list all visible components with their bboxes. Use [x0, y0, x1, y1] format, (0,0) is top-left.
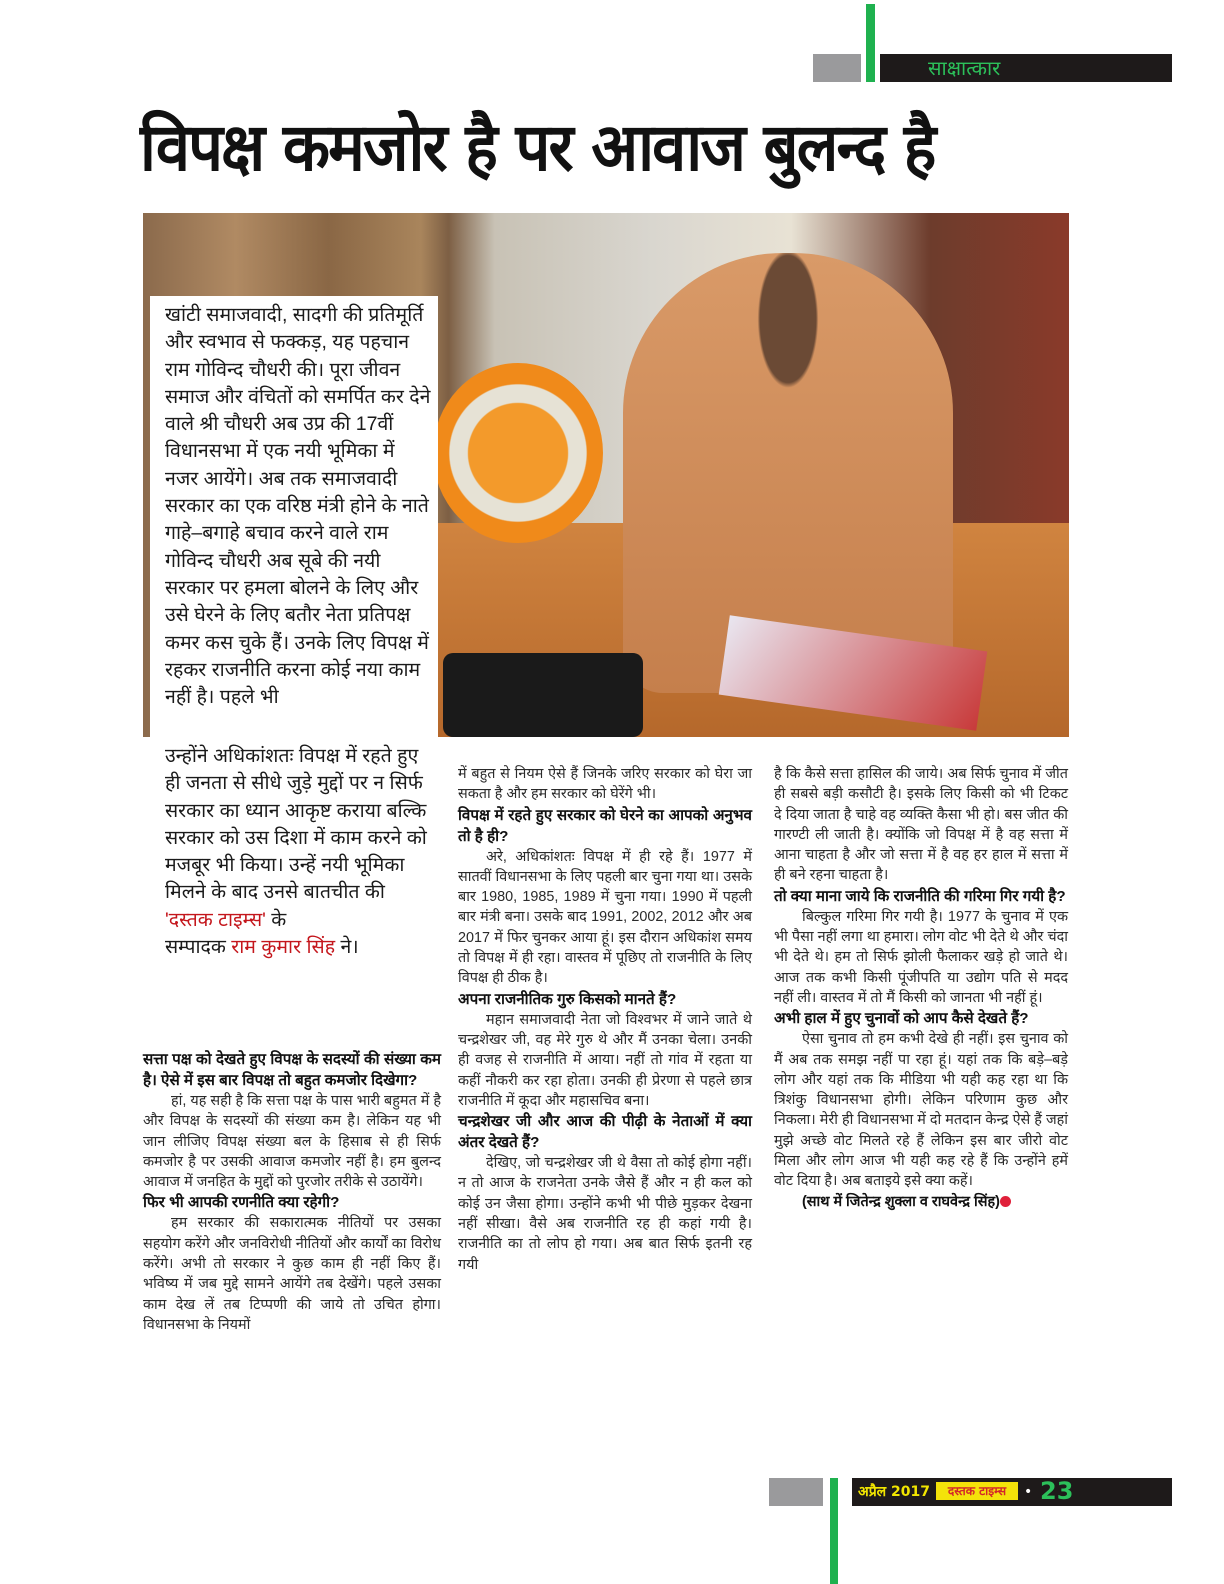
question: विपक्ष में रहते हुए सरकार को घेरने का आपको अनुभव तो है ही? [458, 806, 752, 845]
intro-ke: के [265, 908, 287, 931]
question: फिर भी आपकी रणनीति क्या रहेगी? [143, 1194, 340, 1212]
section-header [880, 54, 1172, 82]
answer-paragraph: है कि कैसे सत्ता हासिल की जाये। अब सिर्फ चुनाव में जीत ही सबसे बड़ी कसौटी है। इसके लिए किसी को भी टिकट दे दिया जाता है चाहे वह व्यक्ति कैसा भी हो। बस जीत की गारण्टी ली जाती है। क्योंकि जो विपक्ष में है वह सत्ता में आना चाहता है और जो सत्ता में है वह हर हाल में सत्ता में ही बने रहना चाहता है। [774, 766, 1068, 884]
answer-paragraph: महान समाजवादी नेता जो विश्वभर में जाने जाते थे चन्द्रशेखर जी, वह मेरे गुरु थे और मैं उनका चेला। उनकी ही वजह से राजनीति में आया। नहीं तो गांव में रहता या कहीं नौकरी कर रहा होता। उनकी ही प्रेरणा से पहले छात्र राजनीति में कूदा और महासचिव बना। [458, 1011, 752, 1109]
intro-text: खांटी समाजवादी, सादगी की प्रतिमूर्ति और स्वभाव से फक्कड़, यह पहचान राम गोविन्द चौधरी की। पूरा जीवन समाज और वंचितों को समर्पित कर देने वाले श्री चौधरी अब उप्र की 17वीं विधानसभा में एक नयी भूमिका में नजर आयेंगे। अब तक समाजवादी सरकार का एक वरिष्ठ मंत्री होने के नाते गाहे–बगाहे बचाव करने वाले राम गोविन्द चौधरी अब सूबे की नयी सरकार पर हमला बोलने के लिए और उसे घेरने के लिए बतौर नेता प्रतिपक्ष कमर कस चुके हैं। उनके लिए विपक्ष में रहकर राजनीति करना कोई नया काम नहीं है। पहले भी [165, 304, 431, 709]
answer-paragraph: हां, यह सही है कि सत्ता पक्ष के पास भारी बहुमत में है और विपक्ष के सदस्यों की संख्या कम है। लेकिन यह भी जान लीजिए विपक्ष संख्या बल के हिसाब से ही सिर्फ कमजोर है पर उसकी आवाज कमजोर नहीं है। हम बुलन्द आवाज में जनहित के मुद्दों को पुरजोर तरीके से उठायेंगे। [143, 1093, 441, 1191]
article-title: विपक्ष कमजोर है पर आवाज बुलन्द है [140, 109, 935, 186]
column-3 [774, 764, 1068, 1212]
column-2 [458, 764, 752, 1275]
answer-paragraph: बिल्कुल गरिमा गिर गयी है। 1977 के चुनाव में एक भी पैसा नहीं लगा था हमारा। लोग वोट भी देते थे और चंदा भी देते थे। हम तो सिर्फ झोली फैलाकर खड़े हो जाते थे। आज तक कभी किसी पूंजीपति या उद्योग पति से मदद नहीं ली। वास्तव में तो मैं किसी को जानता भी नहीं हूं। [774, 908, 1068, 1006]
page-number: 23 [1040, 1477, 1074, 1505]
question: तो क्या माना जाये कि राजनीति की गरिमा गिर गयी है? [774, 887, 1066, 905]
end-dot-icon [1000, 1196, 1011, 1207]
magazine-name: 'दस्तक टाइम्स' [165, 908, 266, 931]
credit-line [774, 1192, 1068, 1212]
answer-paragraph: देखिए, जो चन्द्रशेखर जी थे वैसा तो कोई होगा नहीं। न तो आज के राजनेता उनके जैसे हैं और न ही कल को कोई उन जैसा होगा। उन्होंने कभी भी पीछे मुड़कर देखना नहीं सीखा। वैसे अब राजनीति रह ही कहां गयी है। राजनीति का तो लोप हो गया। अब बात सिर्फ इतनी रह गयी [458, 1155, 752, 1273]
intro-ne: ने। [335, 936, 359, 959]
section-label: साक्षात्कार [928, 56, 1001, 80]
issue-date: अप्रैल 2017 [858, 1484, 930, 1500]
intro-text-continued [165, 743, 435, 961]
editor-name: राम कुमार सिंह [231, 936, 336, 959]
editor-label: सम्पादक [165, 936, 232, 959]
intro-text-2: उन्होंने अधिकांशतः विपक्ष में रहते हुए ही जनता से सीधे जुड़े मुद्दों पर न सिर्फ सरकार का ध्यान आकृष्ट कराया बल्कि सरकार को उस दिशा में काम करने को मजबूर भी किया। उन्हें नयी भूमिका मिलने के बाद उनसे बातचीत की [165, 745, 427, 904]
top-accent-bar [866, 4, 875, 82]
answer-paragraph: हम सरकार की सकारात्मक नीतियों पर उसका सहयोग करेंगे और जनविरोधी नीतियों और कार्यों का विरोध करेंगे। अभी तो सरकार ने कुछ काम ही नहीं किए हैं। भविष्य में जब मुद्दे सामने आयेंगे तब देखेंगे। पहले उसका काम देख लें तब टिप्पणी की जाये तो उचित होगा। विधानसभा के नियमों [143, 1215, 441, 1333]
question: चन्द्रशेखर जी और आज की पीढ़ी के नेताओं में क्या अंतर देखते हैं? [458, 1113, 752, 1152]
answer-paragraph: ऐसा चुनाव तो हम कभी देखे ही नहीं। इस चुनाव को मैं अब तक समझ नहीं पा रहा हूं। यहां तक कि बड़े–बड़े लोग और यहां तक कि मीडिया भी यही कह रहा था कि त्रिशंकु विधानसभा होगी। लेकिन परिणाम कुछ और निकला। मेरी ही विधानसभा में दो मतदान केन्द्र ऐसे हैं जहां मुझे अच्छे वोट मिलते रहे हैं लेकिन इस बार जीरो वोट मिला और लोग आज भी यही कह रहे हैं कि उन्होंने हमें वोट दिया है। अब बताइये इसे क्या कहें। [774, 1031, 1068, 1190]
footer-accent-bar [830, 1478, 838, 1584]
answer-paragraph: में बहुत से नियम ऐसे हैं जिनके जरिए सरकार को घेरा जा सकता है और हम सरकार को घेरेंगे भी। [458, 766, 752, 803]
photo-bouquet [433, 363, 603, 543]
credit-text: (साथ में जितेन्द्र शुक्ला व राघवेन्द्र सिंह) [802, 1193, 1000, 1210]
question: सत्ता पक्ष को देखते हुए विपक्ष के सदस्यों की संख्या कम है। ऐसे में इस बार विपक्ष तो बहुत कमजोर दिखेगा? [143, 1051, 441, 1089]
column-1 [143, 1049, 441, 1335]
footer-gray-block [769, 1478, 823, 1506]
question: अपना राजनीतिक गुरु किसको मानते हैं? [458, 990, 677, 1008]
answer-paragraph: अरे, अधिकांशतः विपक्ष में ही रहे हैं। 1977 में सातवीं विधानसभा के लिए पहली बार चुना गया था। उसके बार 1980, 1985, 1989 में चुना गया। 1990 में पहली बार मंत्री बना। उसके बाद 1991, 2002, 2012 और अब 2017 में फिर चुनकर आया हूं। इस दौरान अधिकांश समय तो विपक्ष में ही रहा। वास्तव में पूछिए तो राजनीति के लिए विपक्ष ही ठीक है। [458, 848, 752, 987]
magazine-logo: दस्तक टाइम्स [936, 1482, 1018, 1500]
top-gray-block [813, 54, 861, 82]
footer-bullet: • [1024, 1484, 1033, 1500]
question: अभी हाल में हुए चुनावों को आप कैसे देखते हैं? [774, 1010, 1029, 1028]
photo-telephone [443, 653, 643, 737]
